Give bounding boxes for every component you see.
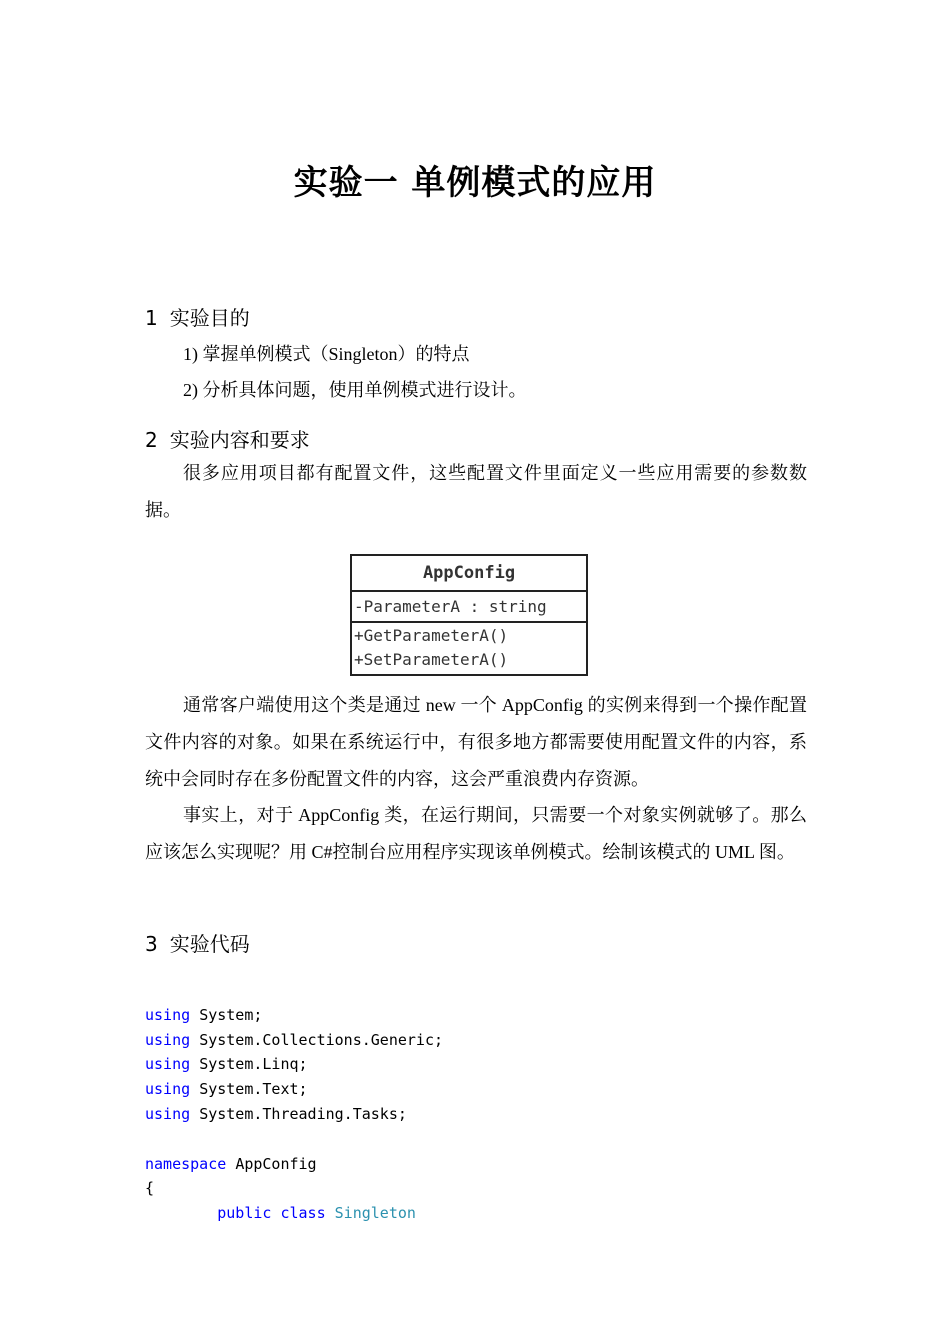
section-2-heading (145, 424, 310, 453)
code-token: using (145, 1005, 191, 1024)
section-number: 3 (145, 932, 158, 956)
paragraph-1: 很多应用项目都有配置文件，这些配置文件里面定义一些应用需要的参数数据。 (145, 463, 807, 520)
code-token: System.Threading.Tasks; (199, 1104, 407, 1123)
uml-operations (352, 623, 586, 674)
code-token: using (145, 1104, 191, 1123)
paragraph-3: 事实上，对于 AppConfig 类，在运行期间，只需要一个对象实例就够了。那么应该怎么实现呢？用 C#控制台应用程序实现该单例模式。绘制该模式的 UML 图。 (145, 805, 807, 862)
uml-class-name: AppConfig (352, 556, 586, 592)
code-line (145, 1201, 443, 1226)
code-line (145, 1077, 443, 1102)
code-token: namespace (145, 1154, 227, 1173)
code-token: using (145, 1080, 191, 1099)
code-line (145, 1003, 443, 1028)
code-token: System.Collections.Generic; (199, 1030, 444, 1049)
uml-attribute: -ParameterA : string (352, 592, 586, 623)
uml-operation: +SetParameterA() (354, 650, 509, 669)
code-line-blank (145, 1127, 443, 1152)
code-block (145, 978, 443, 1276)
code-line (145, 1102, 443, 1127)
code-token: System.Linq; (199, 1055, 308, 1074)
objective-item-1: 1) 掌握单例模式（Singleton）的特点 (183, 344, 470, 364)
code-token: { (145, 1179, 155, 1198)
section-1-heading (145, 302, 250, 331)
code-token: class (280, 1204, 326, 1223)
code-line (145, 1152, 443, 1177)
code-line (145, 1028, 443, 1053)
section-title: 实验内容和要求 (169, 428, 310, 452)
page-title: 实验一 单例模式的应用 (293, 163, 657, 203)
objective-item-2: 2) 分析具体问题，使用单例模式进行设计。 (183, 380, 527, 400)
code-token: System; (199, 1005, 263, 1024)
code-token: using (145, 1030, 191, 1049)
section-number: 1 (145, 306, 158, 330)
paragraph-2: 通常客户端使用这个类是通过 new 一个 AppConfig 的实例来得到一个操作配置文件内容的对象。如果在系统运行中，有很多地方都需要使用配置文件的内容，系统中会同时存在多份配置文件的内容，这会严重浪费内存资源。 (145, 695, 807, 789)
uml-class-diagram (350, 554, 588, 676)
section-title: 实验目的 (169, 306, 250, 330)
uml-operation: +GetParameterA() (354, 626, 509, 645)
code-token: using (145, 1055, 191, 1074)
code-token: Singleton (334, 1204, 416, 1223)
code-token: System.Text; (199, 1080, 308, 1099)
section-number: 2 (145, 428, 158, 452)
code-line (145, 1176, 443, 1201)
section-title: 实验代码 (169, 932, 250, 956)
section-3-heading (145, 928, 250, 957)
code-token: AppConfig (235, 1154, 317, 1173)
code-line (145, 1052, 443, 1077)
code-token: public (217, 1204, 272, 1223)
